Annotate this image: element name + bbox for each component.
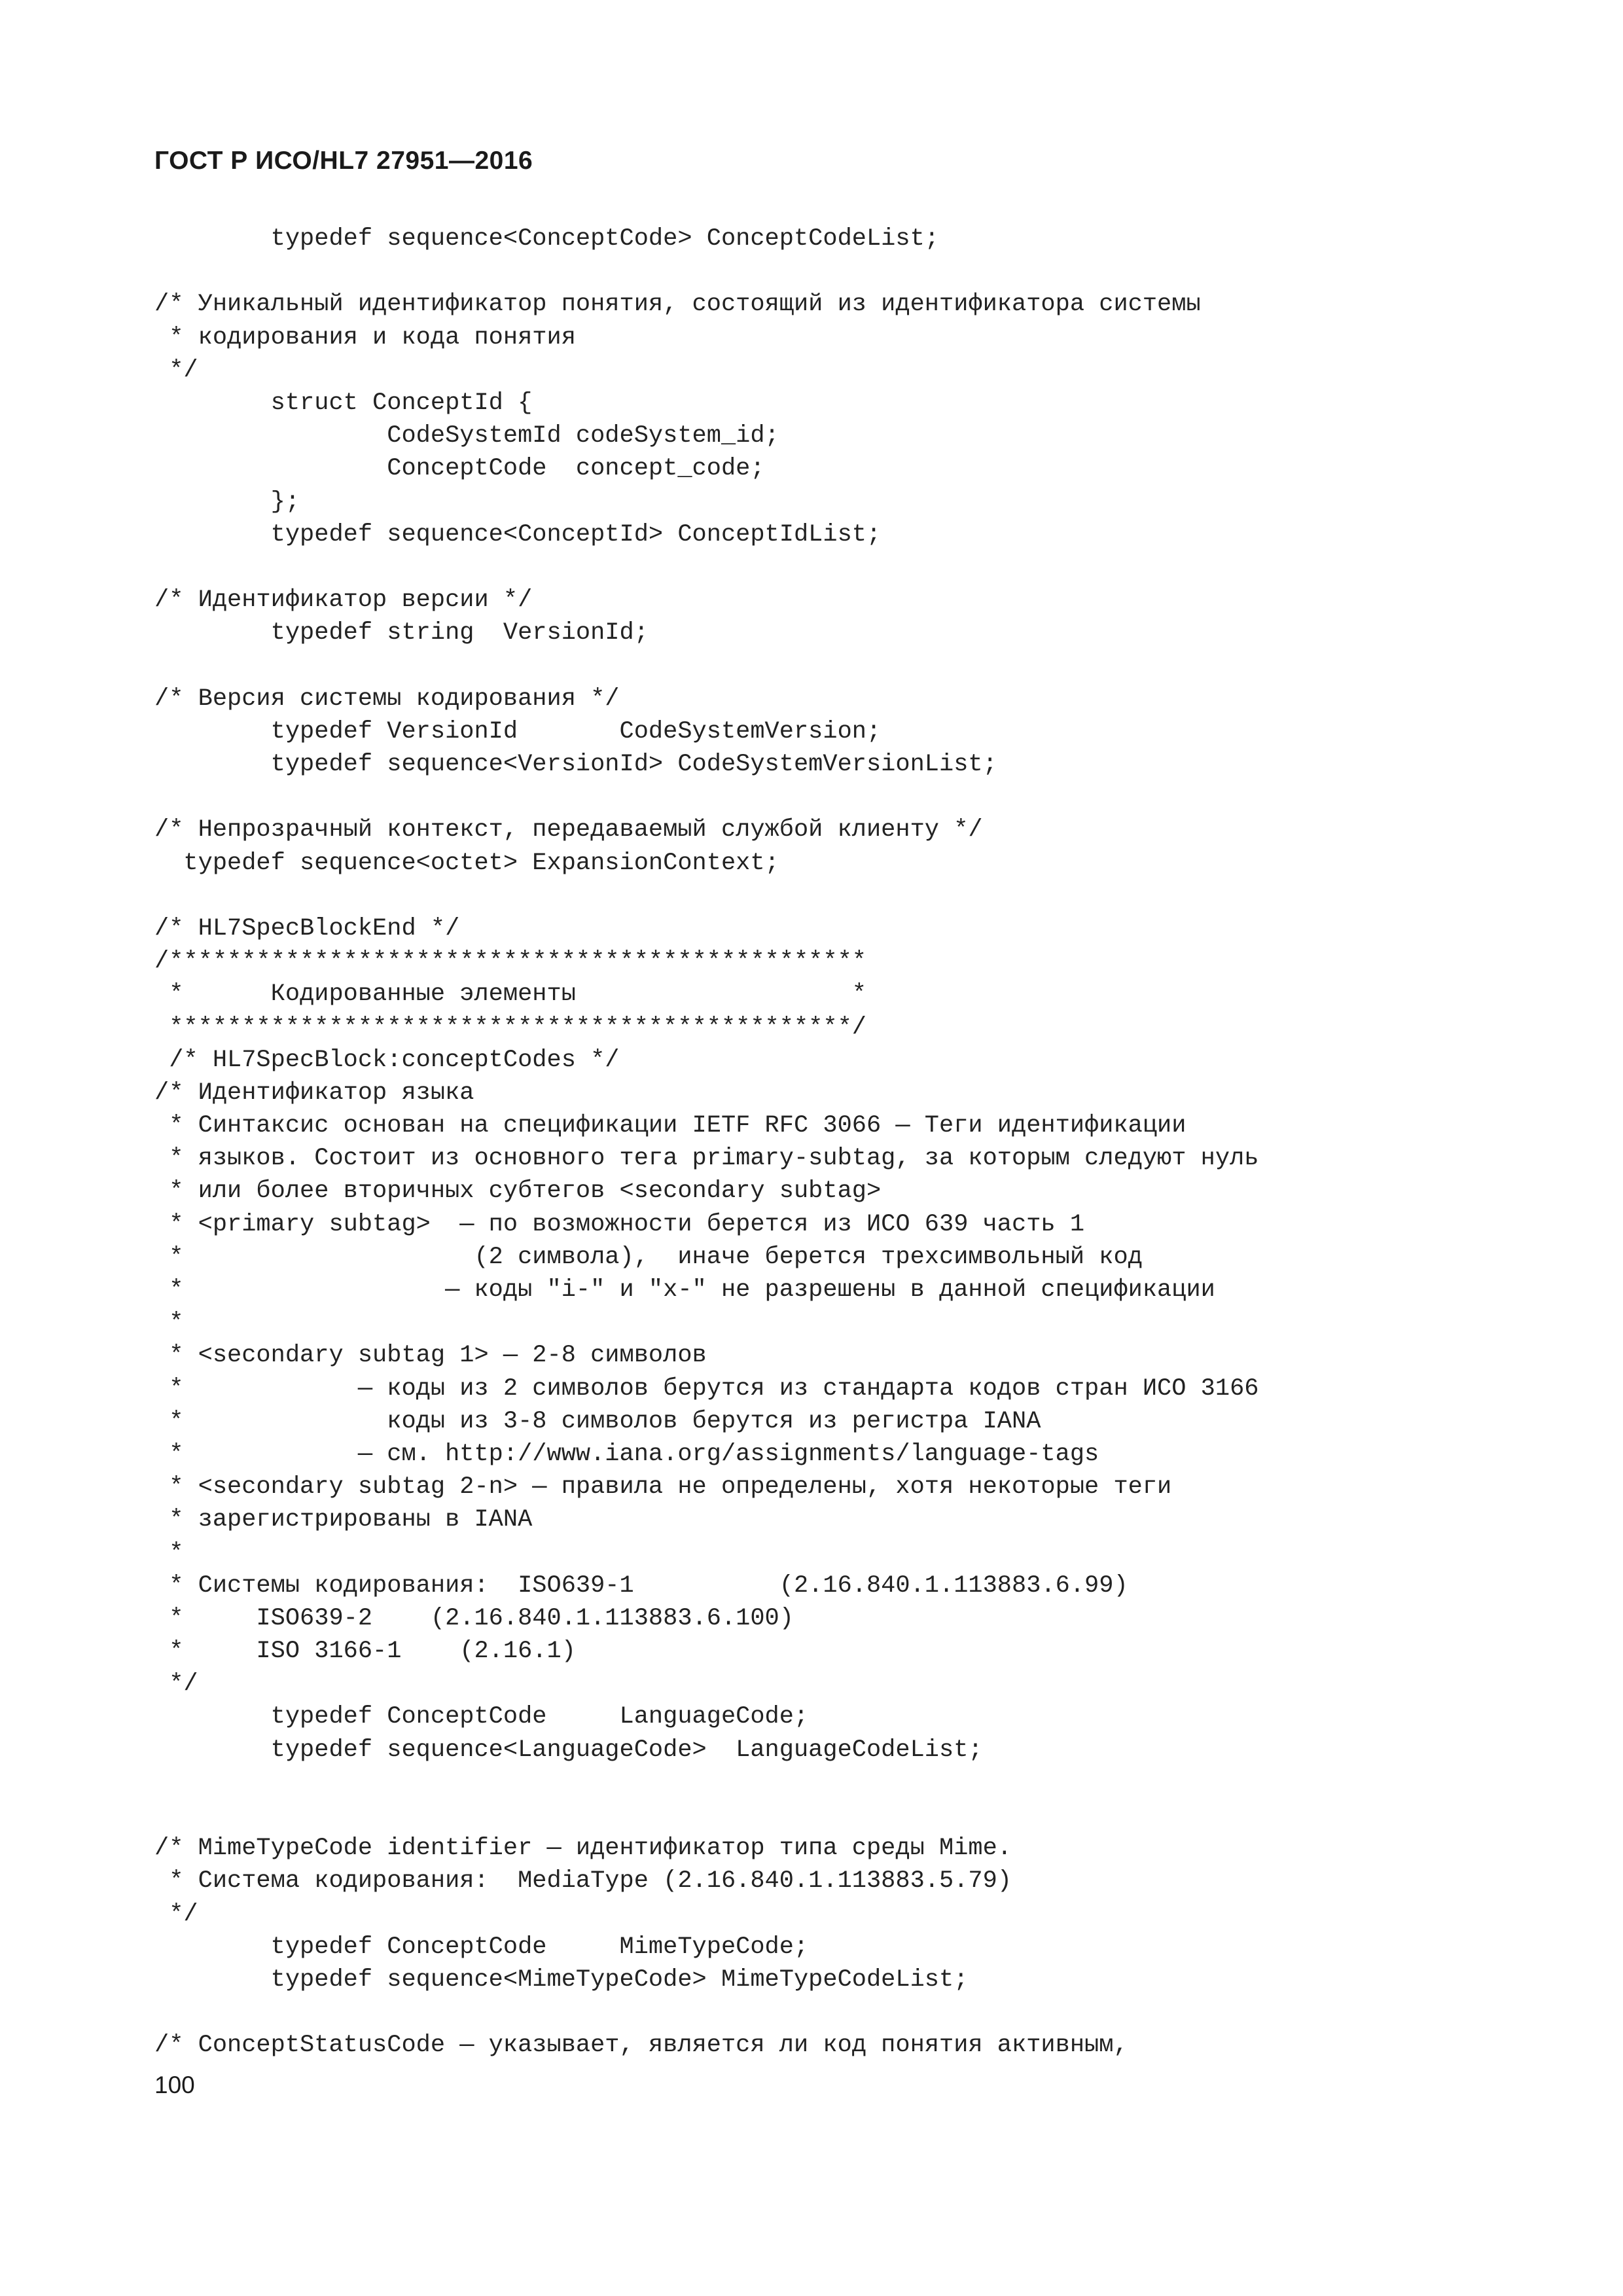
code-line: * языков. Состоит из основного тега primary-subtag, за которым следуют нуль [154, 1145, 1259, 1173]
code-line: * кодирования и кода понятия [154, 323, 576, 351]
code-line [154, 1799, 1258, 1832]
code-line [154, 1767, 1258, 1799]
code-line: typedef sequence<LanguageCode> LanguageCodeList; [154, 1736, 983, 1764]
code-line [154, 1996, 1258, 2029]
code-line: * — см. http://www.iana.org/assignments/language-tags [154, 1440, 1099, 1468]
code-line: * <primary subtag> — по возможности берется из ИСО 639 часть 1 [154, 1210, 1085, 1238]
code-line: * <secondary subtag 2-n> — правила не определены, хотя некоторые теги [154, 1473, 1172, 1501]
code-line: typedef sequence<octet> ExpansionContext; [154, 849, 779, 877]
code-line: * — коды "i-" и "x-" не разрешены в данной спецификации [154, 1276, 1215, 1304]
code-line [154, 880, 1258, 912]
code-line: typedef sequence<ConceptCode> ConceptCodeList; [154, 225, 939, 253]
code-line: typedef ConceptCode LanguageCode; [154, 1703, 809, 1731]
code-line: CodeSystemId codeSystem_id; [154, 422, 779, 450]
code-line: /* Идентификатор языка [154, 1079, 474, 1107]
code-line: */ [154, 1900, 198, 1928]
code-line: * ISO639-2 (2.16.840.1.113883.6.100) [154, 1604, 794, 1632]
code-line: */ [154, 1670, 198, 1698]
code-line: ***********************************************/ [154, 1013, 866, 1041]
page-number: 100 [154, 2072, 195, 2098]
code-line: * [154, 1539, 184, 1567]
code-line: * Система кодирования: MediaType (2.16.840.1.113883.5.79) [154, 1867, 1012, 1895]
code-line: * Синтаксис основан на спецификации IETF RFC 3066 — Теги идентификации [154, 1112, 1186, 1140]
code-line: struct ConceptId { [154, 389, 533, 417]
code-line: /* HL7SpecBlockEnd */ [154, 914, 460, 942]
code-line: typedef VersionId CodeSystemVersion; [154, 717, 882, 745]
code-line: typedef sequence<VersionId> CodeSystemVersionList; [154, 751, 997, 778]
code-line: * или более вторичных субтегов <secondary subtag> [154, 1177, 882, 1206]
code-line [154, 649, 1258, 682]
code-line: * — коды из 2 символов берутся из стандарта кодов стран ИСО 3166 [154, 1374, 1259, 1403]
code-line [154, 255, 1258, 288]
code-line: * (2 символа), иначе берется трехсимвольный код [154, 1243, 1143, 1271]
code-line: /* Версия системы кодирования */ [154, 685, 620, 713]
code-listing [154, 223, 1258, 2062]
code-line: */ [154, 356, 198, 384]
code-line [154, 551, 1258, 584]
code-line: * [154, 1309, 184, 1337]
code-line: * коды из 3-8 символов берутся из регистра IANA [154, 1407, 1041, 1435]
code-line: /************************************************ [154, 948, 866, 976]
code-line: typedef string VersionId; [154, 619, 649, 647]
code-line: * ISO 3166-1 (2.16.1) [154, 1638, 576, 1666]
code-line: /* ConceptStatusCode — указывает, является ли код понятия активным, [154, 2032, 1128, 2060]
code-line: typedef ConceptCode MimeTypeCode; [154, 1933, 809, 1961]
code-line: /* Уникальный идентификатор понятия, состоящий из идентификатора системы [154, 291, 1201, 319]
code-line: /* MimeTypeCode identifier — идентификатор типа среды Mime. [154, 1835, 1012, 1863]
code-line: typedef sequence<MimeTypeCode> MimeTypeCodeList; [154, 1965, 969, 1994]
code-line: * Кодированные элементы * [154, 980, 866, 1009]
code-line: typedef sequence<ConceptId> ConceptIdList; [154, 520, 882, 548]
code-line: * зарегистрированы в IANA [154, 1506, 533, 1534]
code-line: * Системы кодирования: ISO639-1 (2.16.840.1.113883.6.99) [154, 1571, 1128, 1600]
code-line: /* Непрозрачный контекст, передаваемый службой клиенту */ [154, 816, 983, 844]
code-line: }; [154, 488, 300, 516]
code-line: ConceptCode concept_code; [154, 455, 765, 483]
code-line: * <secondary subtag 1> — 2-8 символов [154, 1342, 707, 1370]
document-header: ГОСТ Р ИСО/HL7 27951—2016 [154, 147, 533, 175]
code-line [154, 781, 1258, 814]
code-line: /* HL7SpecBlock:conceptCodes */ [154, 1046, 620, 1074]
code-line: /* Идентификатор версии */ [154, 586, 533, 615]
